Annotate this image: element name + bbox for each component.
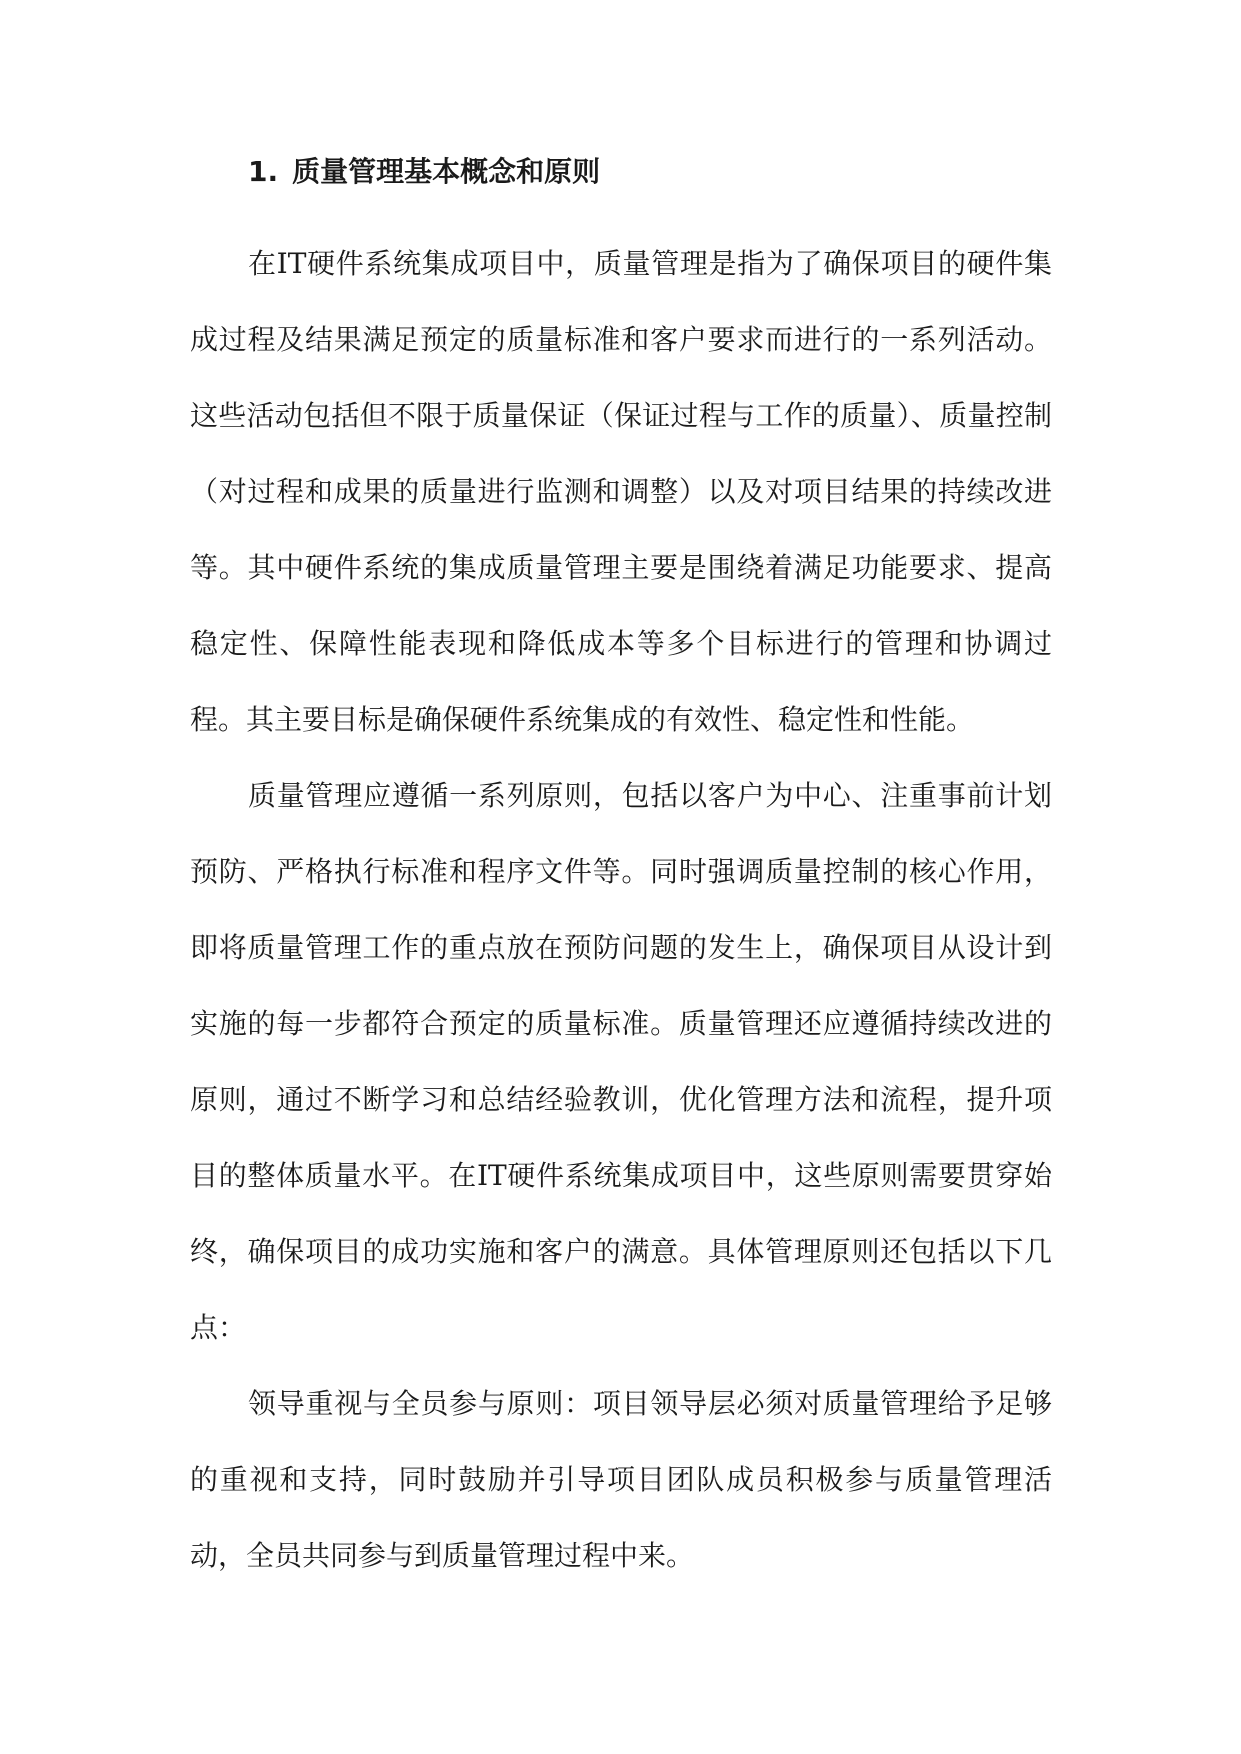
paragraph-principles: 质量管理应遵循一系列原则，包括以客户为中心、注重事前计划预防、严格执行标准和程序文件等。同时强调质量控制的核心作用，即将质量管理工作的重点放在预防问题的发生上，确保项目从设计到实施的每一步都符合预定的质量标准。质量管理还应遵循持续改进的原则，通过不断学习和总结经验教训，优化管理方法和流程，提升项目的整体质量水平。在IT硬件系统集成项目中，这些原则需要贯穿始终，确保项目的成功实施和客户的满意。具体管理原则还包括以下几点： [190,779,1052,1344]
section-title: 质量管理基本概念和原则 [292,155,601,188]
section-number: 1. [248,155,279,188]
paragraph-definition: 在IT硬件系统集成项目中，质量管理是指为了确保项目的硬件集成过程及结果满足预定的质量标准和客户要求而进行的一系列活动。这些活动包括但不限于质量保证（保证过程与工作的质量）、质量控制（对过程和成果的质量进行监测和调整）以及对项目结果的持续改进等。其中硬件系统的集成质量管理主要是围绕着满足功能要求、提高稳定性、保障性能表现和降低成本等多个目标进行的管理和协调过程。其主要目标是确保硬件系统集成的有效性、稳定性和性能。 [190,247,1052,736]
paragraph-leadership-principle: 领导重视与全员参与原则：项目领导层必须对质量管理给予足够的重视和支持，同时鼓励并引导项目团队成员积极参与质量管理活动，全员共同参与到质量管理过程中来。 [190,1387,1052,1572]
document-body [190,152,1052,1594]
section-heading [190,152,1052,192]
